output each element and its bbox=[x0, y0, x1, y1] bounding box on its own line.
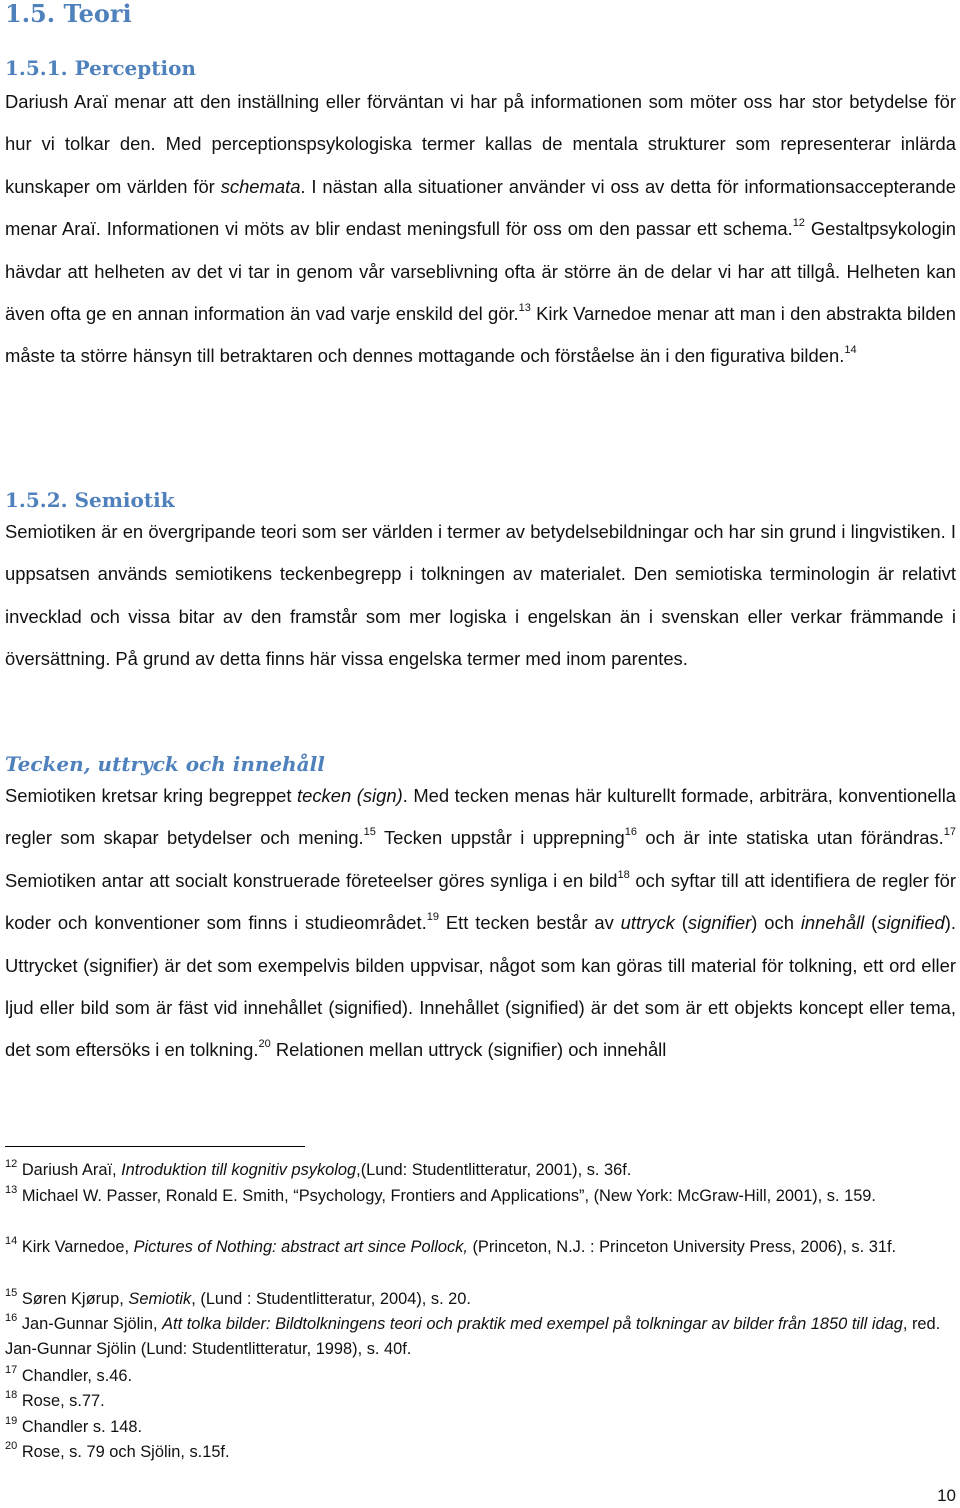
footnote-number: 18 bbox=[5, 1388, 18, 1401]
text-run: ( bbox=[674, 912, 688, 934]
text-run: Michael W. Passer, Ronald E. Smith, “Psychology, Frontiers and Applications”, (New York: McGraw-Hill, 2001), s. 159. bbox=[21, 1187, 876, 1205]
footnote-number: 20 bbox=[5, 1439, 18, 1452]
term-signified: signified bbox=[877, 912, 945, 934]
text-run: Rose, s. 79 och Sjölin, s.15f. bbox=[21, 1443, 230, 1461]
book-title: Att tolka bilder: Bildtolkningens teori och praktik med exempel på tolkningar av bilder från 1850 till idag bbox=[162, 1315, 903, 1333]
text-run: Søren Kjørup, bbox=[21, 1290, 129, 1308]
text-run: Chandler s. 148. bbox=[21, 1418, 143, 1436]
text-run: Tecken uppstår i upprepning bbox=[375, 827, 625, 849]
text-run: och syftar till att identifiera de regler för koder och konventioner som finns i studieområdet. bbox=[5, 869, 957, 934]
text-run: Semiotiken kretsar kring begreppet bbox=[5, 785, 297, 806]
text-run: Rose, s.77. bbox=[21, 1392, 105, 1410]
footnote-number: 16 bbox=[5, 1311, 18, 1324]
text-run: Ett tecken består av bbox=[438, 912, 621, 934]
text-run: (Princeton, N.J. : Princeton University Press, 2006), s. 31f. bbox=[467, 1238, 897, 1256]
text-run: Relationen mellan uttryck (signifier) och innehåll bbox=[270, 1039, 667, 1061]
footnote-16 bbox=[5, 1312, 956, 1363]
text-run: ,(Lund: Studentlitteratur, 2001), s. 36f. bbox=[356, 1161, 632, 1179]
footnote-ref-16: 16 bbox=[624, 826, 637, 839]
book-title: Semiotik bbox=[128, 1290, 192, 1308]
text-run: ( bbox=[864, 912, 878, 934]
book-title: Pictures of Nothing: abstract art since Pollock, bbox=[133, 1238, 468, 1256]
text-run: ) och bbox=[751, 912, 801, 934]
text-run: . Med tecken menas här kulturellt formade, arbiträra, konventionella regler som skapar betydelser och mening. bbox=[5, 785, 957, 849]
footnote-ref-19: 19 bbox=[426, 911, 439, 924]
footnote-separator bbox=[5, 1146, 305, 1147]
text-run: ). Uttrycket (signifier) är det som exempelvis bilden uppvisar, något som kan göras till material för tolkning, ett ord eller ljud eller bild som är fäst vid innehållet (signified). Innehållet (signified) är det som är ett objekts koncept eller tema, det som eftersöks i en tolkning. bbox=[5, 912, 956, 1061]
term-uttryck: uttryck bbox=[620, 912, 675, 934]
text-run: . I nästan alla situationer använder vi oss av detta för informationsaccepterande menar Araï. Informationen vi möts av blir endast meningsfull för oss om den passar ett schema. bbox=[5, 175, 956, 240]
text-run: Gestaltpsykologin hävdar att helheten av det vi tar in genom vår varseblivning ofta är större än de delar vi har att tillgå. Helheten kan även ofta ge en annan information än vad varje enskild del gör. bbox=[5, 218, 956, 325]
footnote-number: 15 bbox=[5, 1286, 18, 1299]
page-number: 10 bbox=[937, 1486, 956, 1505]
text-run: och är inte statiska utan förändras. bbox=[637, 827, 944, 849]
text-run: Chandler, s.46. bbox=[21, 1367, 133, 1385]
footnote-20 bbox=[5, 1440, 956, 1465]
book-title: Introduktion till kognitiv psykolog bbox=[121, 1161, 357, 1179]
subheading-tecken: Tecken, uttryck och innehåll bbox=[5, 752, 325, 776]
text-run: Kirk Varnedoe menar att man i den abstrakta bilden måste ta större hänsyn till betraktaren och dennes mottagande och förståelse än i den figurativa bilden. bbox=[5, 303, 957, 367]
text-run: Dariush Araï, bbox=[21, 1161, 122, 1179]
footnote-15 bbox=[5, 1287, 956, 1312]
paragraph-semiotik: Semiotiken är en övergripande teori som ser världen i termer av betydelsebildningar och har sin grund i lingvistiken. I uppsatsen används semiotikens teckenbegrepp i tolkningen av materialet. Den semiotiska terminologin är relativt invecklad och vissa bitar av den framstår som mer logiska i engelskan än i svenskan eller verkar främmande i översättning. På grund av detta finns här vissa engelska termer med inom parentes. bbox=[5, 521, 956, 670]
footnote-number: 13 bbox=[5, 1183, 18, 1196]
footnote-number: 19 bbox=[5, 1414, 18, 1427]
footnote-ref-14: 14 bbox=[844, 344, 857, 357]
section-heading: 1.5. Teori bbox=[5, 0, 132, 28]
text-run: , (Lund : Studentlitteratur, 2004), s. 20. bbox=[191, 1290, 471, 1308]
text-run: Semiotiken antar att socialt konstruerade företeelser göres synliga i en bild bbox=[5, 869, 618, 891]
term-schemata: schemata bbox=[220, 175, 301, 197]
footnote-number: 12 bbox=[5, 1157, 18, 1170]
footnote-number: 14 bbox=[5, 1234, 18, 1247]
footnote-ref-13: 13 bbox=[518, 301, 531, 314]
footnote-17 bbox=[5, 1364, 956, 1389]
footnote-18 bbox=[5, 1389, 956, 1414]
footnote-ref-20: 20 bbox=[258, 1038, 271, 1051]
footnote-13 bbox=[5, 1184, 956, 1209]
footnote-number: 17 bbox=[5, 1363, 18, 1376]
text-run: Jan-Gunnar Sjölin, bbox=[21, 1315, 163, 1333]
footnote-ref-17: 17 bbox=[943, 826, 956, 839]
text-run: , red. Jan-Gunnar Sjölin (Lund: Studentlitteratur, 1998), s. 40f. bbox=[5, 1315, 941, 1359]
subsection-heading-perception: 1.5.1. Perception bbox=[5, 56, 196, 80]
term-signifier: signifier bbox=[687, 912, 752, 934]
footnote-14 bbox=[5, 1235, 956, 1260]
term-tecken: tecken (sign) bbox=[297, 785, 403, 806]
text-run: Kirk Varnedoe, bbox=[21, 1238, 134, 1256]
term-innehall: innehåll bbox=[800, 912, 865, 934]
footnote-ref-18: 18 bbox=[617, 868, 630, 881]
paragraph-tecken bbox=[5, 775, 956, 1072]
subsection-heading-semiotik: 1.5.2. Semiotik bbox=[5, 488, 175, 512]
paragraph-perception bbox=[5, 81, 956, 378]
footnote-ref-12: 12 bbox=[792, 217, 805, 230]
footnote-19 bbox=[5, 1415, 956, 1440]
footnote-12 bbox=[5, 1158, 956, 1183]
footnote-ref-15: 15 bbox=[363, 826, 376, 839]
text-run: Dariush Araï menar att den inställning eller förväntan vi har på informationen som möter oss har stor betydelse för hur vi tolkar den. Med perceptionspsykologiska termer kallas de mentala strukturer som representerar inlärda kunskaper om världen för bbox=[5, 91, 956, 197]
